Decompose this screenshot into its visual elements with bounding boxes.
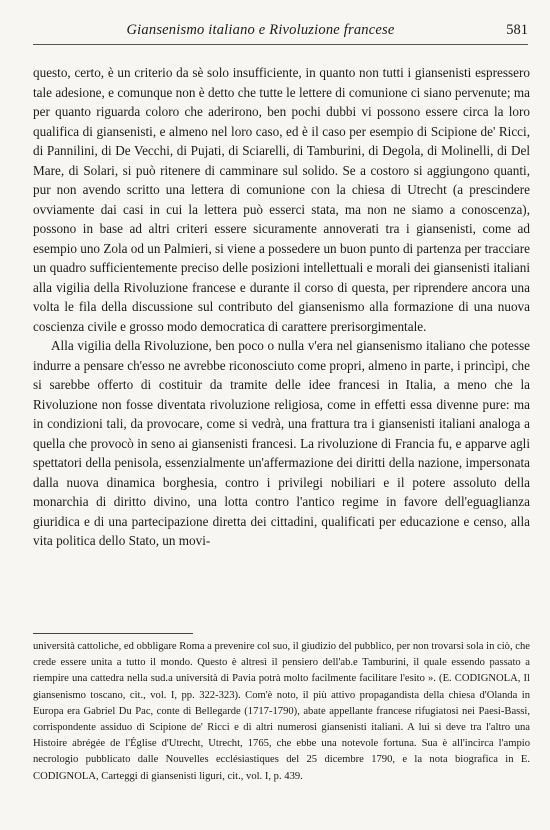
body-paragraph-2: Alla vigilia della Rivoluzione, ben poco o nulla v'era nel giansenismo italiano che potesse indurre a pensare ch'esso ne avrebbe riconosciuto come propri, almeno in parte, i princìpi, che si sarebbe offerto di costituir da tramite delle idee francesi in Italia, a meno che la Rivoluzione non fosse diventata rivoluzione religiosa, come in effetti essa divenne pure: ma in condizioni tali, da provocare, come si vedrà, una frattura tra i giansenisti italiani analoga a quella che provocò in seno ai giansenisti francesi. La rivoluzione di Francia fu, e apparve agli spettatori della penisola, essenzialmente un'affermazione dei diritti della nazione, impersonata dalla nuova dinamica borghesia, contro i privilegi nobiliari e il potere assoluto della monarchia di diritto divino, una lotta contro l'antico regime in favore dell'eguaglianza giuridica e di una partecipazione diretta dei cittadini, qualificati per educazione e censo, alla vita politica dello Stato, un movi- — [33, 338, 530, 548]
footnote-text: università cattoliche, ed obbligare Roma a prevenire col suo, il giudizio del pubblico, per non trovarsi sola in ciò, che crede essere unita a tutto il mondo. Questo è altresì il pensiero dell'ab.e Tamburini, il quale essendo passato a riempire una cattedra nella sud.a università di Pavia potrà molto facilmente facilitare l'esito ». (E. CODIGNOLA, Il giansenismo toscano, cit., vol. I, pp. 322-323). Com'è noto, il più attivo propagandista della chiesa d'Olanda in Europa era Gabriel Du Pac, conte di Bellegarde (1717-1790), abate appellante francese rifugiatosi nei Paesi-Bassi, corrispondente assiduo di Scipione de' Ricci e di altri numerosi giansenisti italiani. A lui si deve tra l'altro una Histoire abrégée de l'Église d'Utrecht, Utrecht, 1765, che ebbe una notevole fortuna. Sua è all'incirca l'ampio necrologio pubblicato dalle Nouvelles ecclésiastiques del 25 dicembre 1790, e la nota biografica in E. CODIGNOLA, Carteggi di giansenisti liguri, cit., vol. I, p. 439. — [33, 641, 530, 782]
body-text — [33, 63, 530, 551]
page-header — [33, 22, 528, 46]
footnote — [33, 639, 530, 785]
page-number: 581 — [506, 22, 528, 38]
body-paragraph-1: questo, certo, è un criterio da sè solo insufficiente, in quanto non tutti i giansenisti espressero tale adesione, e comunque non è detto che tutte le lettere di comunione ci siano pervenute; ma per quanto riguarda coloro che aderirono, ben pochi dubbi vi possono essere circa la loro qualifica di giansenisti, e almeno nel loro caso, ed è il caso per esempio di Scipione de' Ricci, di Pannilini, di De Vecchi, di Pujati, di Sciarelli, di Tamburini, di Degola, di Molinelli, di Del Mare, di Solari, si può ritenere di camminare sul solido. Se a costoro si aggiungono quanti, pur non avendo scritto una lettera di comunione con la chiesa di Utrecht (a prescindere ovviamente dai casi in cui la lettera può esserci stata, ma non ne siamo a conoscenza), possono in base ad altri criteri essere sicuramente annoverati tra i giansenisti, come ad esempio uno Zola od un Palmieri, si viene a possedere un buon punto di partenza per tracciare un quadro sufficientemente preciso delle posizioni intellettuali e morali dei giansenisti italiani alla vigilia della Rivoluzione francese e durante il corso di questa, per riprendere ancora una volta le fila della discussione sul contributo del giansenismo alla formazione di una nuova coscienza civile e grosso modo democratica di carattere prerisorgimentale. — [33, 65, 530, 334]
running-title: Giansenismo italiano e Rivoluzione francese — [126, 22, 395, 38]
header-rule — [33, 44, 528, 45]
footnote-rule — [33, 633, 193, 634]
